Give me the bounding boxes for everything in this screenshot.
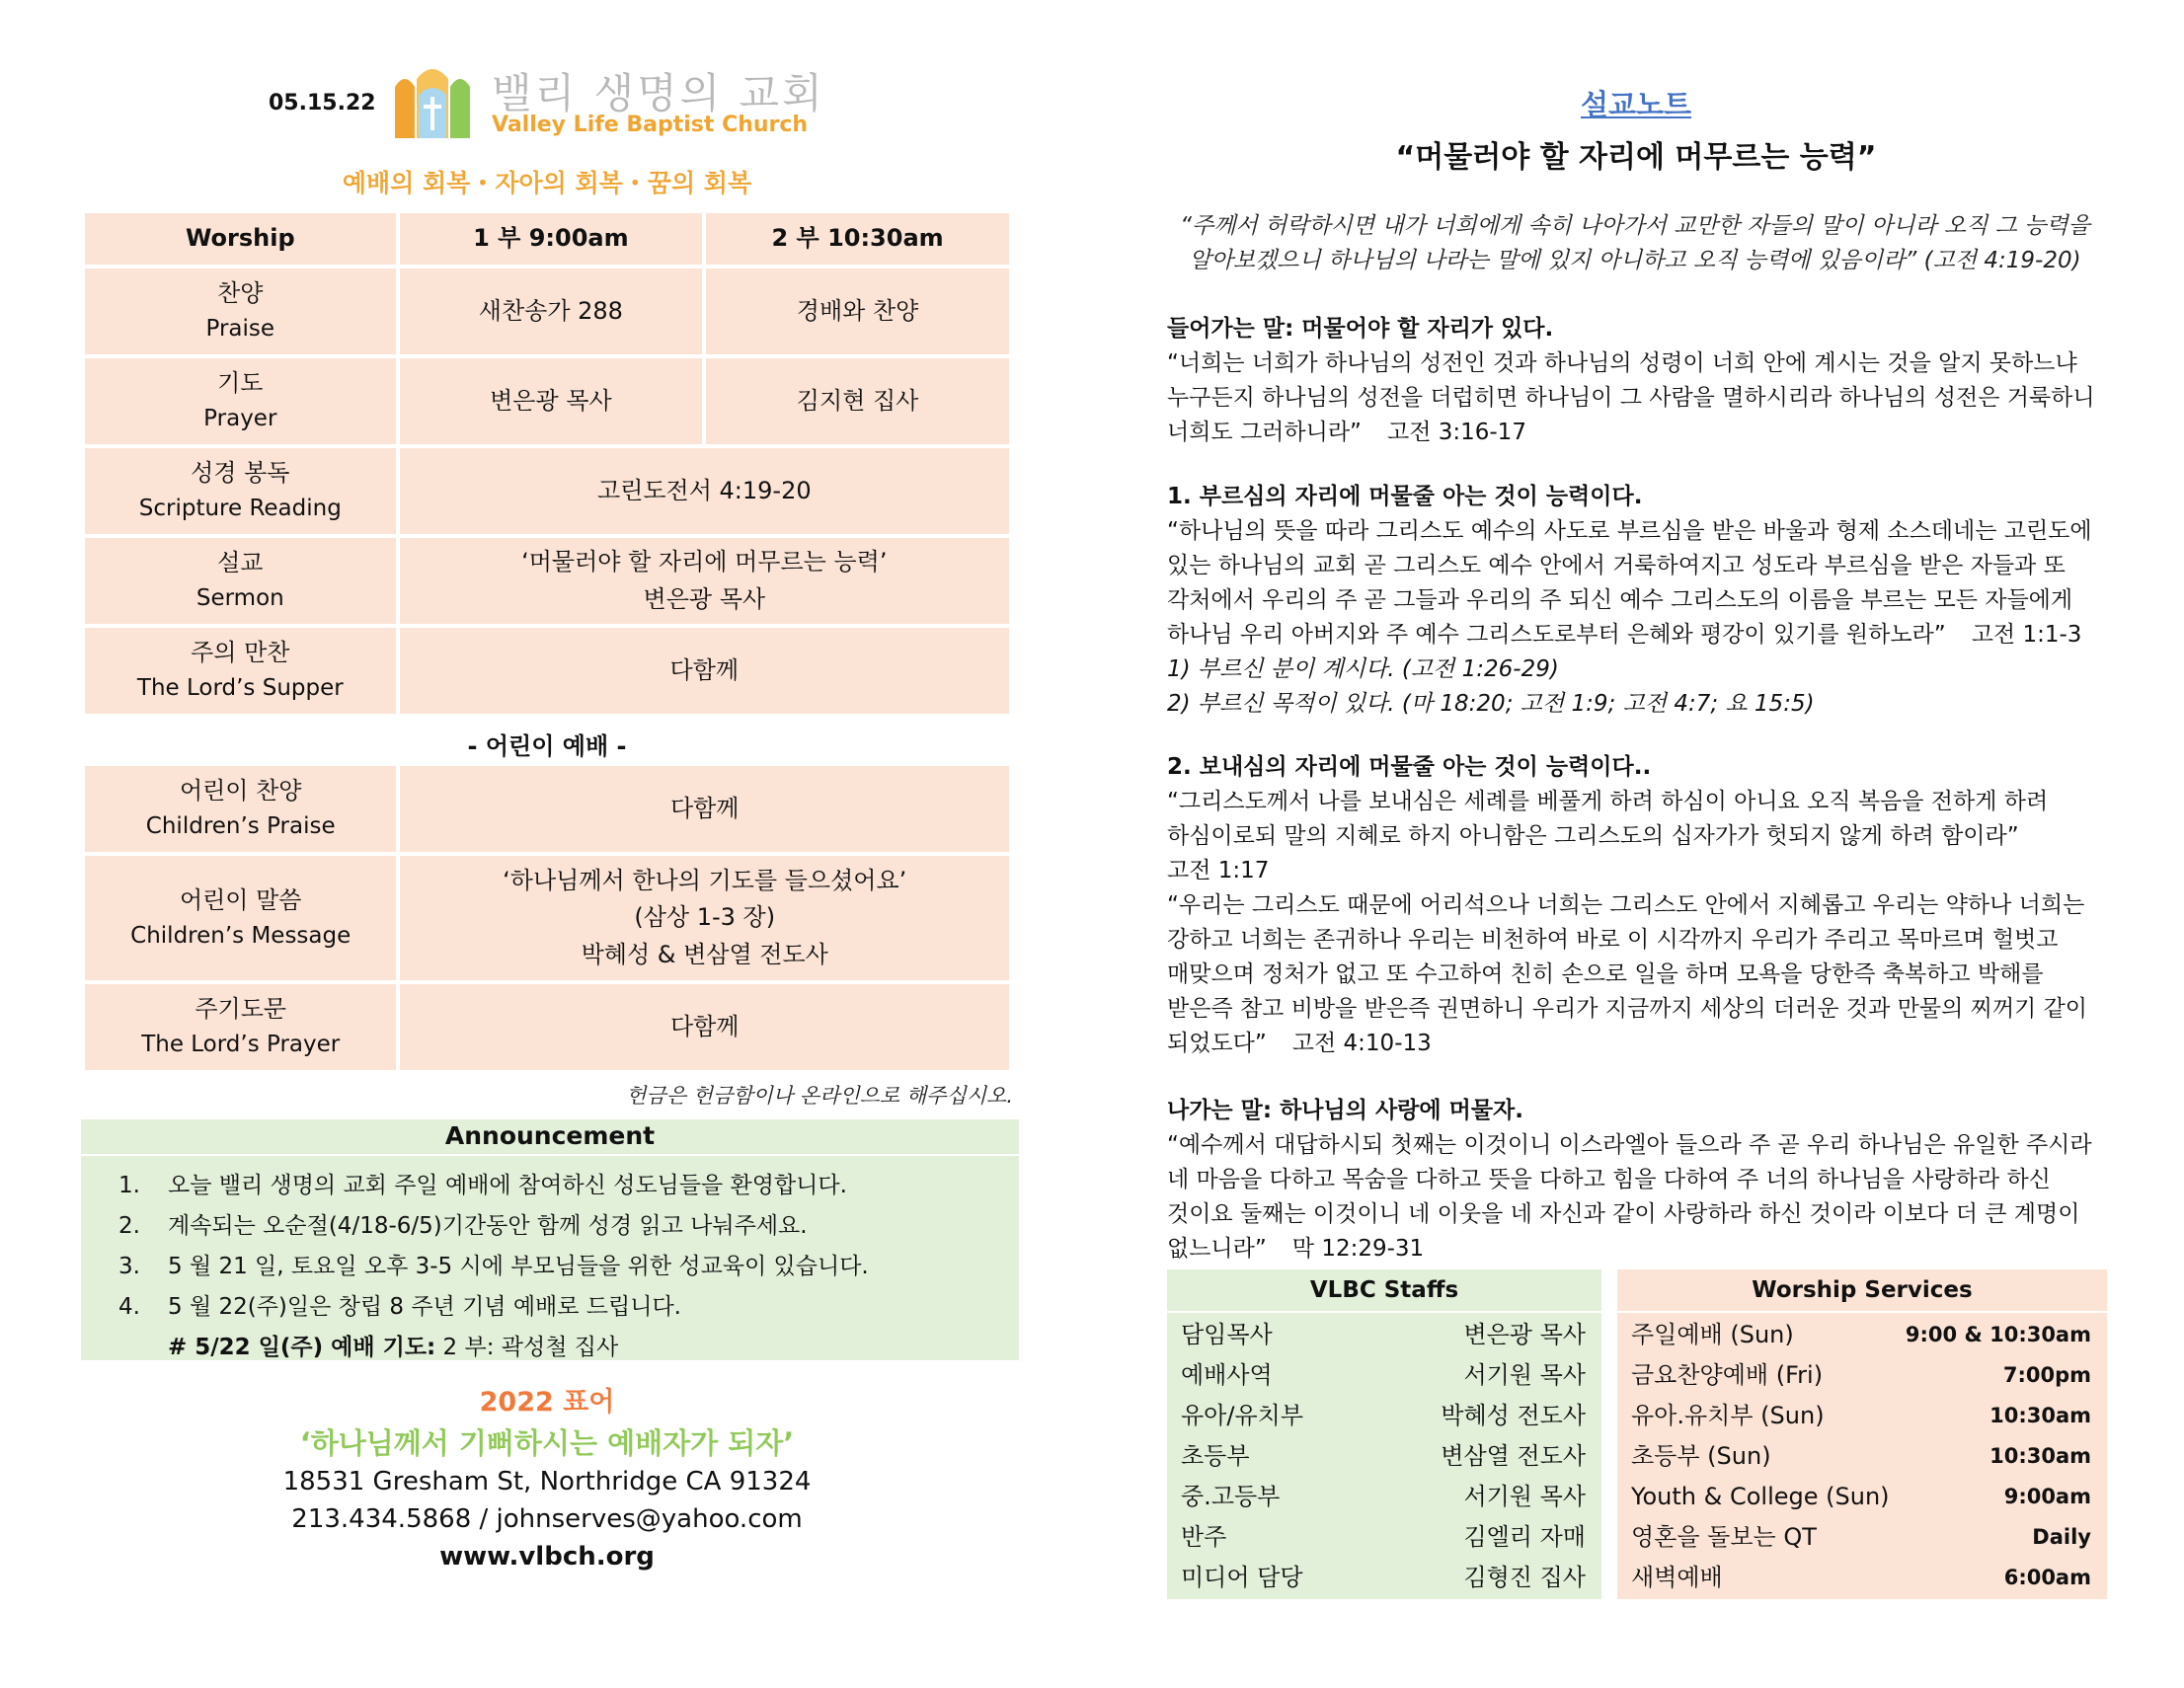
children-row-lords-prayer [85, 984, 1009, 1070]
next-week-prayer [168, 1329, 618, 1361]
key-verse-line: 알아보겠으니 하나님의 나라는 말에 있지 아니하고 오직 능력에 있음이라” (고전 4:19-20) [1189, 247, 2081, 273]
staff-row [1167, 1558, 1601, 1597]
intro-reference: 고전 3:16-17 [1386, 420, 1526, 445]
children-worship-heading: - 어린이 예배 - [467, 732, 627, 760]
staff-role: 중.고등부 [1181, 1483, 1281, 1510]
children-message-passage: (삼상 1-3 장) [634, 903, 776, 932]
lords-supper-value: 다함께 [400, 628, 1009, 714]
conclusion-text-line: 없느니라” [1167, 1236, 1267, 1262]
point-one-text-line: 있는 하나님의 교회 곧 그리스도 예수 안에서 거룩하여지고 성도라 부르심을 받은 자들과 또 [1167, 553, 2066, 578]
staffs-title: VLBC Staffs [1167, 1269, 1601, 1311]
point-two-text-line: 강하고 너희는 존귀하나 우리는 비천하여 바로 이 시각까지 우리가 주리고 목마르며 헐벗고 [1167, 927, 2059, 953]
item-number: 2. [118, 1213, 140, 1239]
service-name: Youth & College (Sun) [1631, 1483, 1890, 1510]
row-label-kr: 주의 만찬 [191, 639, 290, 667]
staff-name: 김엘리 자매 [1463, 1523, 1586, 1551]
intro-text-line: “너희는 너희가 하나님의 성전인 것과 하나님의 성령이 너희 안에 계시는 것을 알지 못하느냐 [1167, 350, 2077, 376]
staff-role: 담임목사 [1181, 1321, 1273, 1348]
point-two-text-line: 되었도다” [1167, 1031, 1267, 1056]
announcement-item [118, 1248, 869, 1280]
item-text: 5 월 21 일, 토요일 오후 3-5 시에 부모님들을 위한 성교육이 있습니다. [168, 1254, 869, 1279]
row-label-kr: 기도 [217, 369, 264, 398]
bulletin-date: 05.15.22 [269, 91, 376, 115]
point-two-reference-2: 고전 4:10-13 [1291, 1031, 1432, 1056]
staff-role: 반주 [1181, 1523, 1227, 1551]
intro-text-line: 누구든지 하나님의 성전을 더럽히면 하나님이 그 사람을 멸하시리라 하나님의 성전은 거룩하니 [1167, 385, 2095, 411]
service-row [1617, 1436, 2107, 1476]
key-verse [1171, 209, 2099, 277]
service-time: 9:00 & 10:30am [1905, 1323, 2091, 1346]
worship-header-row [85, 213, 1009, 265]
row-label-en: Praise [205, 316, 275, 343]
service-name: 영혼을 돌보는 QT [1631, 1523, 1817, 1551]
sermon-title: “머물러야 할 자리에 머무르는 능력” [1395, 140, 1877, 175]
church-logo-icon [393, 65, 472, 138]
prayer-first-service: 변은광 목사 [400, 358, 703, 444]
service-time: 6:00am [2003, 1566, 2091, 1589]
prayer-label: # 5/22 일(주) 예배 기도: [168, 1335, 436, 1360]
conclusion-section [1167, 1094, 2105, 1266]
staff-role: 예배사역 [1181, 1361, 1273, 1389]
children-praise-value: 다함께 [400, 766, 1009, 852]
conclusion-text-line: 네 마음을 다하고 목숨을 다하고 뜻을 다하고 힘을 다하여 주 너의 하나님을 사랑하라 하신 [1167, 1167, 2051, 1192]
worship-row-prayer [85, 358, 1009, 444]
service-row [1617, 1396, 2107, 1435]
point-one-text-line: 하나님 우리 아버지와 주 예수 그리스도로부터 은혜와 평강이 있기를 원하노라” [1167, 622, 1946, 648]
staff-row [1167, 1315, 1601, 1354]
point-two-text-line: “그리스도께서 나를 보내심은 세례를 베풀게 하려 하심이 아니요 오직 복음을 전하게 하려 [1167, 789, 2049, 814]
row-label-en: Prayer [203, 406, 277, 432]
year-motto: ‘하나님께서 기뻐하시는 예배자가 되자’ [299, 1426, 795, 1460]
church-address: 18531 Gresham St, Northridge CA 91324 [282, 1467, 812, 1496]
service-name: 유아.유치부 (Sun) [1631, 1402, 1825, 1429]
point-one-section [1167, 480, 2105, 722]
announcement-item [118, 1167, 847, 1199]
point-one-text-line: 각처에서 우리의 주 곧 그들과 우리의 주 되신 예수 그리스도의 이름을 부르는 모든 자들에게 [1167, 587, 2073, 613]
item-number: 3. [118, 1254, 140, 1279]
conclusion-text-line: “예수께서 대답하시되 첫째는 이것이니 이스라엘아 들으라 주 곧 우리 하나님은 유일한 주시라 [1167, 1132, 2092, 1158]
point-two-text-line: 매맞으며 정처가 없고 또 수고하여 친히 손으로 일을 하며 모욕을 당한즉 축복하고 박해를 [1167, 961, 2044, 987]
church-name-korean: 밸리 생명의 교회 [492, 69, 825, 117]
point-two-text-line: 하심이로되 말의 지혜로 하지 아니함은 그리스도의 십자가가 헛되지 않게 하려 함이라” [1167, 823, 2019, 849]
row-label-en: Children’s Message [130, 922, 351, 949]
staff-name: 서기원 목사 [1463, 1361, 1586, 1389]
service-row [1617, 1517, 2107, 1557]
church-motto: 예배의 회복・자아의 회복・꿈의 회복 [342, 169, 752, 197]
staff-name: 변은광 목사 [1463, 1321, 1586, 1348]
announcement-title: Announcement [81, 1121, 1019, 1156]
announcement-item [118, 1207, 808, 1240]
children-row-praise [85, 766, 1009, 852]
church-contact: 213.434.5868 / johnserves@yahoo.com [291, 1504, 803, 1534]
worship-row-sermon [85, 538, 1009, 624]
offering-note: 헌금은 헌금함이나 온라인으로 해주십시오. [626, 1084, 1013, 1108]
staff-name: 서기원 목사 [1463, 1483, 1586, 1510]
church-website-link[interactable]: www.vlbch.org [439, 1542, 655, 1572]
children-message-speakers: 박혜성 & 변삼열 전도사 [581, 940, 828, 968]
services-table [1617, 1313, 2107, 1599]
intro-heading: 들어가는 말: 머물어야 할 자리가 있다. [1167, 316, 1554, 342]
services-title: Worship Services [1617, 1269, 2107, 1311]
header-first-service: 1 부 9:00am [400, 213, 703, 265]
staff-row [1167, 1396, 1601, 1435]
service-name: 주일예배 (Sun) [1631, 1321, 1794, 1348]
header-worship: Worship [85, 213, 396, 265]
service-name: 초등부 (Sun) [1631, 1442, 1771, 1470]
service-time: 10:30am [1989, 1444, 2091, 1468]
conclusion-heading: 나가는 말: 하나님의 사랑에 머물자. [1167, 1098, 1524, 1123]
prayer-second-service: 김지현 집사 [706, 358, 1009, 444]
staff-name: 김형진 집사 [1463, 1564, 1586, 1591]
row-label-en: Sermon [195, 585, 284, 612]
row-label-en: The Lord’s Prayer [141, 1032, 341, 1058]
children-message-title: ‘하나님께서 한나의 기도를 들으셨어요’ [503, 867, 907, 895]
staff-row [1167, 1355, 1601, 1395]
staff-name: 박혜성 전도사 [1441, 1402, 1586, 1429]
point-two-heading: 2. 보내심의 자리에 머물줄 아는 것이 능력이다.. [1167, 754, 1652, 780]
point-two-text-line: “우리는 그리스도 때문에 어리석으나 너희는 그리스도 안에서 지혜롭고 우리는 약하나 너희는 [1167, 892, 2085, 918]
service-name: 금요찬양예배 (Fri) [1631, 1361, 1824, 1389]
worship-row-praise [85, 269, 1009, 354]
staff-row [1167, 1477, 1601, 1516]
row-label-kr: 주기도문 [195, 995, 287, 1024]
point-two-text-line: 받은즉 참고 비방을 받은즉 권면하니 우리가 지금까지 세상의 더러운 것과 만물의 찌꺼기 같이 [1167, 996, 2088, 1022]
staff-row [1167, 1436, 1601, 1476]
staffs-table [1167, 1313, 1601, 1599]
row-label-kr: 성경 봉독 [191, 459, 290, 488]
children-row-message [85, 856, 1009, 980]
point-one-sub-item: 2) 부르신 목적이 있다. (마 18:20; 고전 1:9; 고전 4:7; 요 15:5) [1167, 691, 1815, 717]
sermon-notes-label: 설교노트 [1580, 88, 1692, 121]
row-label-en: The Lord’s Supper [136, 675, 344, 702]
church-name-english: Valley Life Baptist Church [492, 113, 809, 137]
header-second-service: 2 부 10:30am [706, 213, 1009, 265]
worship-order-table [81, 209, 1013, 718]
service-time: Daily [2032, 1525, 2091, 1549]
staff-row [1167, 1517, 1601, 1557]
point-two-section [1167, 750, 2105, 1061]
intro-section [1167, 312, 2105, 450]
item-text: 계속되는 오순절(4/18-6/5)기간동안 함께 성경 읽고 나눠주세요. [168, 1213, 808, 1239]
service-row [1617, 1355, 2107, 1395]
conclusion-text-line: 것이요 둘째는 이것이니 네 이웃을 네 자신과 같이 사랑하라 하신 것이라 이보다 더 큰 계명이 [1167, 1201, 2080, 1227]
point-one-heading: 1. 부르심의 자리에 머물줄 아는 것이 능력이다. [1167, 484, 1643, 509]
announcement-item [118, 1288, 681, 1321]
service-time: 9:00am [2003, 1485, 2091, 1508]
service-time: 7:00pm [2002, 1363, 2091, 1387]
service-row [1617, 1558, 2107, 1597]
conclusion-reference: 막 12:29-31 [1291, 1236, 1425, 1262]
service-row [1617, 1315, 2107, 1354]
row-label-kr: 찬양 [217, 279, 264, 308]
staff-name: 변삼열 전도사 [1441, 1442, 1586, 1470]
item-number: 1. [118, 1173, 140, 1198]
point-one-sub-item: 1) 부르신 분이 계시다. (고전 1:26-29) [1167, 656, 1559, 682]
item-text: 5 월 22(주)일은 창립 8 주년 기념 예배로 드립니다. [168, 1294, 681, 1320]
praise-second-service: 경배와 찬양 [706, 269, 1009, 354]
point-one-reference: 고전 1:1-3 [1971, 622, 2082, 648]
children-worship-table [81, 762, 1013, 1074]
item-text: 오늘 밸리 생명의 교회 주일 예배에 참여하신 성도님들을 환영합니다. [168, 1173, 847, 1198]
year-motto-title: 2022 표어 [479, 1387, 615, 1418]
lords-prayer-value: 다함께 [400, 984, 1009, 1070]
scripture-passage: 고린도전서 4:19-20 [400, 448, 1009, 534]
row-label-kr: 설교 [217, 549, 264, 577]
row-label-kr: 어린이 찬양 [179, 777, 302, 806]
prayer-person: 2 부: 곽성철 집사 [435, 1335, 619, 1360]
service-name: 새벽예배 [1631, 1564, 1723, 1591]
worship-row-scripture [85, 448, 1009, 534]
sermon-preacher-cell: 변은광 목사 [643, 584, 766, 613]
praise-first-service: 새찬송가 288 [400, 269, 703, 354]
worship-row-lords-supper [85, 628, 1009, 714]
key-verse-line: “주께서 허락하시면 내가 너희에게 속히 나아가서 교만한 자들의 말이 아니라 오직 그 능력을 [1180, 213, 2090, 239]
point-two-reference: 고전 1:17 [1167, 858, 1270, 883]
row-label-en: Children’s Praise [145, 813, 336, 840]
staff-role: 초등부 [1181, 1442, 1250, 1470]
service-row [1617, 1477, 2107, 1516]
point-one-text-line: “하나님의 뜻을 따라 그리스도 예수의 사도로 부르심을 받은 바울과 형제 소스데네는 고린도에 [1167, 518, 2092, 544]
intro-text-line: 너희도 그러하니라” [1167, 420, 1362, 445]
row-label-kr: 어린이 말씀 [179, 885, 302, 914]
service-time: 10:30am [1989, 1404, 2091, 1427]
staff-role: 유아/유치부 [1181, 1402, 1304, 1429]
item-number: 4. [118, 1294, 140, 1320]
staff-role: 미디어 담당 [1181, 1564, 1303, 1591]
row-label-en: Scripture Reading [138, 496, 342, 522]
sermon-title-cell: ‘머물러야 할 자리에 머무르는 능력’ [521, 548, 888, 576]
